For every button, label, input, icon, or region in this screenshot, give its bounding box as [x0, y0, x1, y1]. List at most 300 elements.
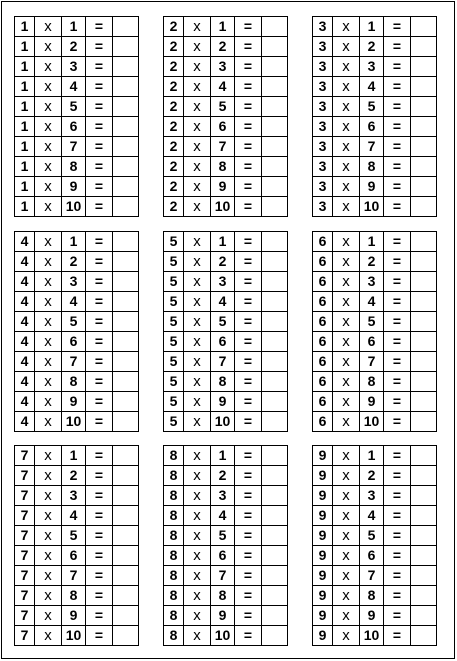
multiplier: 10: [211, 626, 235, 646]
base-number: 8: [164, 606, 184, 626]
answer-box[interactable]: [262, 526, 288, 546]
equals-sign: =: [86, 77, 113, 97]
answer-box[interactable]: [411, 546, 437, 566]
equals-sign: =: [384, 57, 411, 77]
answer-box[interactable]: [113, 117, 139, 137]
answer-box[interactable]: [411, 37, 437, 57]
times-sign: x: [184, 77, 211, 97]
answer-box[interactable]: [262, 546, 288, 566]
answer-box[interactable]: [262, 586, 288, 606]
times-table-9: [312, 445, 437, 646]
equals-sign: =: [384, 77, 411, 97]
answer-box[interactable]: [262, 392, 288, 412]
table-row: [164, 372, 288, 392]
times-sign: x: [184, 157, 211, 177]
table-row: [164, 37, 288, 57]
equals-sign: =: [86, 232, 113, 252]
equals-sign: =: [235, 332, 262, 352]
multiplier: 5: [211, 312, 235, 332]
answer-box[interactable]: [262, 312, 288, 332]
times-table-1: [14, 16, 139, 217]
multiplier: 4: [360, 292, 384, 312]
base-number: 1: [15, 117, 35, 137]
table-row: [15, 252, 139, 272]
multiplier: 2: [360, 37, 384, 57]
times-sign: x: [333, 546, 360, 566]
multiplier: 5: [62, 97, 86, 117]
times-sign: x: [184, 486, 211, 506]
base-number: 1: [15, 37, 35, 57]
equals-sign: =: [235, 312, 262, 332]
times-sign: x: [333, 137, 360, 157]
equals-sign: =: [384, 526, 411, 546]
table-row: [15, 157, 139, 177]
times-sign: x: [35, 392, 62, 412]
base-number: 6: [313, 272, 333, 292]
base-number: 3: [313, 97, 333, 117]
multiplier: 3: [211, 57, 235, 77]
answer-box[interactable]: [113, 332, 139, 352]
multiplier: 3: [360, 486, 384, 506]
times-sign: x: [184, 312, 211, 332]
answer-box[interactable]: [262, 137, 288, 157]
table-row: [15, 372, 139, 392]
base-number: 5: [164, 312, 184, 332]
table-row: [164, 506, 288, 526]
answer-box[interactable]: [411, 586, 437, 606]
base-number: 8: [164, 466, 184, 486]
multiplier: 5: [62, 526, 86, 546]
answer-box[interactable]: [113, 566, 139, 586]
table-row: [15, 272, 139, 292]
equals-sign: =: [235, 606, 262, 626]
times-table-4: [14, 231, 139, 432]
answer-box[interactable]: [262, 446, 288, 466]
answer-box[interactable]: [262, 372, 288, 392]
table-row: [313, 157, 437, 177]
equals-sign: =: [235, 197, 262, 217]
answer-box[interactable]: [113, 232, 139, 252]
answer-box[interactable]: [411, 566, 437, 586]
base-number: 6: [313, 292, 333, 312]
answer-box[interactable]: [411, 626, 437, 646]
answer-box[interactable]: [262, 252, 288, 272]
base-number: 8: [164, 506, 184, 526]
equals-sign: =: [235, 77, 262, 97]
base-number: 8: [164, 446, 184, 466]
answer-box[interactable]: [411, 466, 437, 486]
answer-box[interactable]: [411, 412, 437, 432]
answer-box[interactable]: [113, 446, 139, 466]
times-table-7: [14, 445, 139, 646]
table-row: [164, 606, 288, 626]
base-number: 1: [15, 17, 35, 37]
times-sign: x: [333, 606, 360, 626]
multiplier: 1: [211, 232, 235, 252]
base-number: 3: [313, 17, 333, 37]
multiplier: 5: [211, 97, 235, 117]
answer-box[interactable]: [411, 606, 437, 626]
multiplier: 9: [211, 177, 235, 197]
multiplier: 9: [62, 177, 86, 197]
answer-box[interactable]: [411, 292, 437, 312]
times-sign: x: [333, 77, 360, 97]
times-sign: x: [184, 232, 211, 252]
table-row: [313, 57, 437, 77]
answer-box[interactable]: [411, 486, 437, 506]
multiplier: 5: [62, 312, 86, 332]
table-row: [313, 332, 437, 352]
answer-box[interactable]: [262, 177, 288, 197]
answer-box[interactable]: [113, 97, 139, 117]
multiplier: 1: [360, 17, 384, 37]
answer-box[interactable]: [262, 506, 288, 526]
base-number: 9: [313, 526, 333, 546]
table-row: [313, 17, 437, 37]
answer-box[interactable]: [411, 77, 437, 97]
answer-box[interactable]: [411, 137, 437, 157]
multiplier: 2: [62, 252, 86, 272]
equals-sign: =: [235, 292, 262, 312]
multiplier: 5: [360, 312, 384, 332]
answer-box[interactable]: [113, 77, 139, 97]
times-sign: x: [184, 197, 211, 217]
multiplier: 1: [62, 232, 86, 252]
multiplier: 1: [211, 446, 235, 466]
answer-box[interactable]: [113, 626, 139, 646]
table-row: [164, 97, 288, 117]
table-row: [164, 57, 288, 77]
equals-sign: =: [86, 606, 113, 626]
base-number: 6: [313, 372, 333, 392]
base-number: 7: [15, 606, 35, 626]
equals-sign: =: [235, 57, 262, 77]
equals-sign: =: [384, 352, 411, 372]
answer-box[interactable]: [411, 332, 437, 352]
times-sign: x: [35, 197, 62, 217]
answer-box[interactable]: [262, 37, 288, 57]
answer-box[interactable]: [411, 157, 437, 177]
multiplier: 3: [62, 486, 86, 506]
answer-box[interactable]: [262, 412, 288, 432]
times-sign: x: [35, 157, 62, 177]
answer-box[interactable]: [113, 392, 139, 412]
multiplier: 7: [62, 137, 86, 157]
multiplier: 2: [62, 37, 86, 57]
answer-box[interactable]: [411, 392, 437, 412]
times-sign: x: [184, 252, 211, 272]
base-number: 8: [164, 586, 184, 606]
answer-box[interactable]: [113, 37, 139, 57]
equals-sign: =: [86, 626, 113, 646]
times-sign: x: [333, 352, 360, 372]
base-number: 4: [15, 252, 35, 272]
table-row: [313, 586, 437, 606]
equals-sign: =: [235, 17, 262, 37]
multiplier: 8: [62, 157, 86, 177]
answer-box[interactable]: [411, 506, 437, 526]
answer-box[interactable]: [411, 372, 437, 392]
times-sign: x: [184, 446, 211, 466]
times-sign: x: [333, 232, 360, 252]
answer-box[interactable]: [113, 546, 139, 566]
multiplier: 10: [211, 197, 235, 217]
base-number: 9: [313, 586, 333, 606]
multiplier: 6: [360, 332, 384, 352]
times-sign: x: [333, 272, 360, 292]
times-sign: x: [333, 312, 360, 332]
answer-box[interactable]: [411, 57, 437, 77]
multiplier: 5: [211, 526, 235, 546]
table-row: [15, 232, 139, 252]
equals-sign: =: [86, 57, 113, 77]
base-number: 3: [313, 197, 333, 217]
table-row: [15, 17, 139, 37]
equals-sign: =: [384, 412, 411, 432]
answer-box[interactable]: [262, 352, 288, 372]
answer-box[interactable]: [411, 352, 437, 372]
multiplier: 10: [360, 626, 384, 646]
multiplier: 9: [211, 606, 235, 626]
base-number: 5: [164, 252, 184, 272]
equals-sign: =: [86, 117, 113, 137]
equals-sign: =: [384, 312, 411, 332]
answer-box[interactable]: [113, 412, 139, 432]
answer-box[interactable]: [113, 586, 139, 606]
answer-box[interactable]: [411, 197, 437, 217]
equals-sign: =: [86, 137, 113, 157]
times-sign: x: [184, 546, 211, 566]
answer-box[interactable]: [262, 332, 288, 352]
answer-box[interactable]: [411, 177, 437, 197]
answer-box[interactable]: [113, 137, 139, 157]
answer-box[interactable]: [113, 352, 139, 372]
answer-box[interactable]: [113, 197, 139, 217]
equals-sign: =: [235, 37, 262, 57]
table-row: [164, 232, 288, 252]
times-sign: x: [333, 197, 360, 217]
equals-sign: =: [235, 412, 262, 432]
multiplier: 10: [62, 412, 86, 432]
answer-box[interactable]: [262, 17, 288, 37]
equals-sign: =: [235, 157, 262, 177]
times-table-8: [163, 445, 288, 646]
answer-box[interactable]: [113, 312, 139, 332]
answer-box[interactable]: [113, 292, 139, 312]
table-row: [15, 606, 139, 626]
base-number: 7: [15, 446, 35, 466]
equals-sign: =: [86, 446, 113, 466]
base-number: 5: [164, 372, 184, 392]
equals-sign: =: [384, 486, 411, 506]
times-sign: x: [35, 17, 62, 37]
multiplier: 6: [62, 332, 86, 352]
equals-sign: =: [384, 626, 411, 646]
multiplier: 9: [211, 392, 235, 412]
table-row: [164, 392, 288, 412]
equals-sign: =: [235, 252, 262, 272]
table-row: [15, 526, 139, 546]
answer-box[interactable]: [411, 312, 437, 332]
answer-box[interactable]: [262, 272, 288, 292]
answer-box[interactable]: [113, 57, 139, 77]
multiplier: 3: [62, 272, 86, 292]
times-sign: x: [184, 586, 211, 606]
answer-box[interactable]: [113, 177, 139, 197]
equals-sign: =: [86, 97, 113, 117]
answer-box[interactable]: [411, 252, 437, 272]
base-number: 1: [15, 157, 35, 177]
table-row: [164, 137, 288, 157]
answer-box[interactable]: [411, 526, 437, 546]
base-number: 2: [164, 157, 184, 177]
multiplier: 2: [62, 466, 86, 486]
table-row: [313, 272, 437, 292]
multiplier: 9: [360, 606, 384, 626]
multiplier: 10: [360, 197, 384, 217]
equals-sign: =: [86, 352, 113, 372]
answer-box[interactable]: [113, 372, 139, 392]
times-sign: x: [184, 392, 211, 412]
times-sign: x: [35, 117, 62, 137]
table-row: [15, 586, 139, 606]
table-row: [15, 37, 139, 57]
base-number: 6: [313, 392, 333, 412]
times-sign: x: [333, 372, 360, 392]
table-row: [164, 157, 288, 177]
table-row: [15, 626, 139, 646]
table-row: [164, 486, 288, 506]
answer-box[interactable]: [262, 626, 288, 646]
answer-box[interactable]: [113, 157, 139, 177]
base-number: 7: [15, 466, 35, 486]
times-sign: x: [35, 446, 62, 466]
answer-box[interactable]: [262, 606, 288, 626]
table-row: [313, 372, 437, 392]
equals-sign: =: [235, 137, 262, 157]
times-sign: x: [333, 412, 360, 432]
base-number: 2: [164, 17, 184, 37]
answer-box[interactable]: [262, 57, 288, 77]
table-row: [313, 252, 437, 272]
table-row: [313, 177, 437, 197]
answer-box[interactable]: [262, 232, 288, 252]
equals-sign: =: [384, 17, 411, 37]
answer-box[interactable]: [262, 117, 288, 137]
answer-box[interactable]: [262, 292, 288, 312]
times-table-5: [163, 231, 288, 432]
equals-sign: =: [384, 332, 411, 352]
base-number: 4: [15, 292, 35, 312]
base-number: 6: [313, 352, 333, 372]
times-sign: x: [184, 57, 211, 77]
table-row: [164, 117, 288, 137]
equals-sign: =: [235, 446, 262, 466]
answer-box[interactable]: [411, 117, 437, 137]
times-sign: x: [35, 292, 62, 312]
answer-box[interactable]: [411, 232, 437, 252]
times-sign: x: [333, 97, 360, 117]
base-number: 8: [164, 626, 184, 646]
equals-sign: =: [384, 586, 411, 606]
table-row: [15, 292, 139, 312]
table-row: [164, 412, 288, 432]
times-sign: x: [333, 526, 360, 546]
base-number: 2: [164, 77, 184, 97]
answer-box[interactable]: [113, 486, 139, 506]
answer-box[interactable]: [262, 466, 288, 486]
answer-box[interactable]: [113, 506, 139, 526]
times-sign: x: [35, 77, 62, 97]
answer-box[interactable]: [411, 272, 437, 292]
multiplier: 5: [360, 526, 384, 546]
equals-sign: =: [384, 117, 411, 137]
answer-box[interactable]: [262, 197, 288, 217]
answer-box[interactable]: [113, 17, 139, 37]
answer-box[interactable]: [411, 446, 437, 466]
multiplier: 5: [360, 97, 384, 117]
table-row: [313, 97, 437, 117]
times-sign: x: [184, 372, 211, 392]
answer-box[interactable]: [113, 526, 139, 546]
equals-sign: =: [235, 466, 262, 486]
table-row: [15, 546, 139, 566]
multiplier: 9: [62, 606, 86, 626]
multiplier: 4: [211, 506, 235, 526]
multiplier: 6: [211, 117, 235, 137]
times-sign: x: [184, 606, 211, 626]
table-row: [313, 486, 437, 506]
equals-sign: =: [86, 177, 113, 197]
answer-box[interactable]: [113, 466, 139, 486]
times-sign: x: [333, 392, 360, 412]
times-sign: x: [35, 252, 62, 272]
table-row: [15, 446, 139, 466]
times-sign: x: [333, 466, 360, 486]
answer-box[interactable]: [262, 97, 288, 117]
base-number: 8: [164, 526, 184, 546]
answer-box[interactable]: [411, 17, 437, 37]
answer-box[interactable]: [113, 272, 139, 292]
multiplier: 4: [62, 506, 86, 526]
base-number: 9: [313, 566, 333, 586]
times-sign: x: [35, 466, 62, 486]
times-sign: x: [333, 117, 360, 137]
times-sign: x: [333, 566, 360, 586]
times-sign: x: [184, 272, 211, 292]
base-number: 4: [15, 272, 35, 292]
base-number: 1: [15, 97, 35, 117]
answer-box[interactable]: [411, 97, 437, 117]
times-sign: x: [35, 352, 62, 372]
base-number: 5: [164, 392, 184, 412]
base-number: 7: [15, 526, 35, 546]
table-row: [15, 117, 139, 137]
times-sign: x: [35, 232, 62, 252]
answer-box[interactable]: [262, 157, 288, 177]
times-sign: x: [35, 486, 62, 506]
answer-box[interactable]: [262, 77, 288, 97]
equals-sign: =: [86, 526, 113, 546]
answer-box[interactable]: [113, 252, 139, 272]
answer-box[interactable]: [113, 606, 139, 626]
multiplier: 6: [360, 117, 384, 137]
multiplier: 4: [62, 292, 86, 312]
answer-box[interactable]: [262, 566, 288, 586]
equals-sign: =: [235, 117, 262, 137]
table-row: [313, 392, 437, 412]
answer-box[interactable]: [262, 486, 288, 506]
